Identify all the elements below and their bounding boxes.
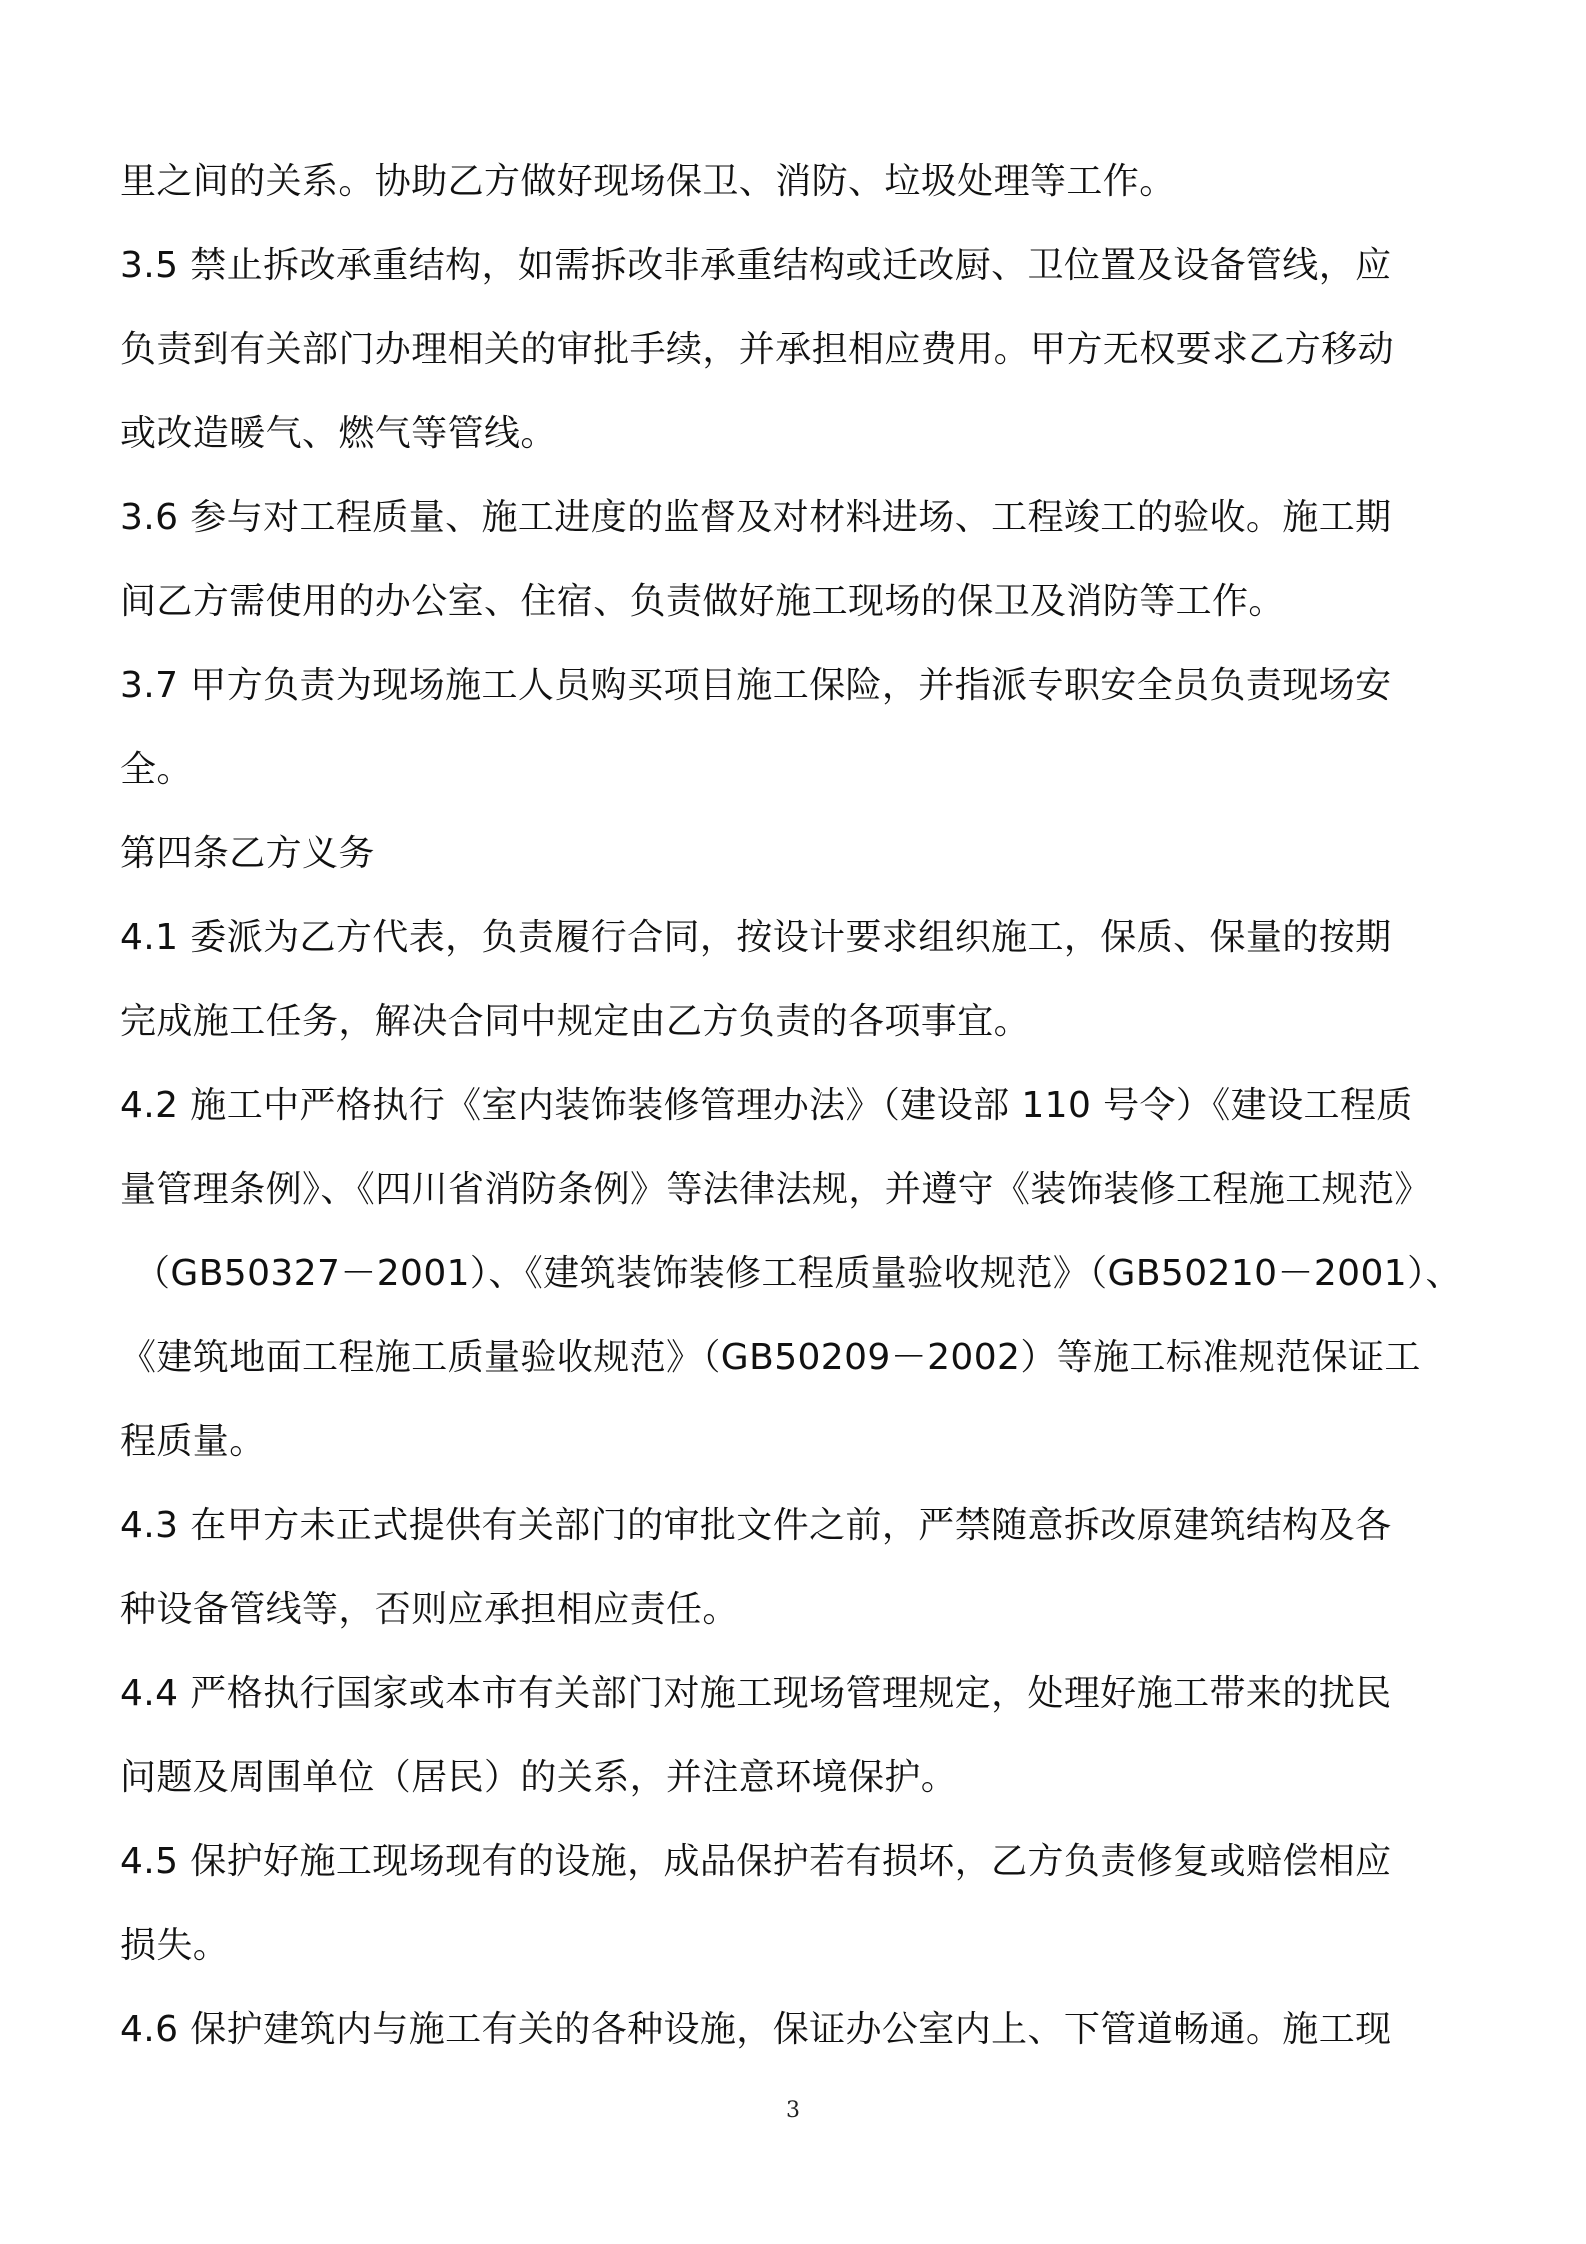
text-line: 问题及周围单位（居民）的关系，并注意环境保护。 — [120, 1757, 958, 1798]
section-heading: 第四条乙方义务 — [120, 833, 375, 874]
text-line: 损失。 — [120, 1925, 230, 1966]
text-line: 4.3 在甲方未正式提供有关部门的审批文件之前，严禁随意拆改原建筑结构及各 — [120, 1505, 1392, 1546]
text-line: 间乙方需使用的办公室、住宿、负责做好施工现场的保卫及消防等工作。 — [120, 581, 1285, 622]
text-line: 4.1 委派为乙方代表，负责履行合同，按设计要求组织施工，保质、保量的按期 — [120, 917, 1392, 958]
text-line: 3.5 禁止拆改承重结构，如需拆改非承重结构或迁改厨、卫位置及设备管线，应 — [120, 245, 1392, 286]
text-line: 负责到有关部门办理相关的审批手续，并承担相应费用。甲方无权要求乙方移动 — [120, 329, 1395, 370]
text-line: 4.6 保护建筑内与施工有关的各种设施，保证办公室内上、下管道畅通。施工现 — [120, 2009, 1392, 2050]
text-line: 程质量。 — [120, 1421, 266, 1462]
text-line: 完成施工任务，解决合同中规定由乙方负责的各项事宜。 — [120, 1001, 1031, 1042]
text-line: 种设备管线等，否则应承担相应责任。 — [120, 1589, 739, 1630]
text-line: 里之间的关系。协助乙方做好现场保卫、消防、垃圾处理等工作。 — [120, 161, 1176, 202]
text-line: 或改造暖气、燃气等管线。 — [120, 413, 557, 454]
text-line: 4.2 施工中严格执行《室内装饰装修管理办法》（建设部 110 号令）《建设工程质 — [120, 1085, 1413, 1126]
text-line: 4.5 保护好施工现场现有的设施，成品保护若有损坏，乙方负责修复或赔偿相应 — [120, 1841, 1392, 1882]
page-number: 3 — [786, 2098, 800, 2123]
document-body — [120, 140, 1462, 2072]
text-line: 全。 — [120, 749, 193, 790]
text-line: 《建筑地面工程施工质量验收规范》（GB50209－2002）等施工标准规范保证工 — [120, 1337, 1421, 1378]
text-line: 3.7 甲方负责为现场施工人员购买项目施工保险，并指派专职安全员负责现场安 — [120, 665, 1392, 706]
text-line: 3.6 参与对工程质量、施工进度的监督及对材料进场、工程竣工的验收。施工期 — [120, 497, 1392, 538]
text-line: 量管理条例》、《四川省消防条例》等法律法规，并遵守《装饰装修工程施工规范》 — [120, 1169, 1431, 1210]
text-line: （GB50327－2001）、《建筑装饰装修工程质量验收规范》（GB50210－2001）、 — [134, 1253, 1462, 1294]
text-line: 4.4 严格执行国家或本市有关部门对施工现场管理规定，处理好施工带来的扰民 — [120, 1673, 1392, 1714]
